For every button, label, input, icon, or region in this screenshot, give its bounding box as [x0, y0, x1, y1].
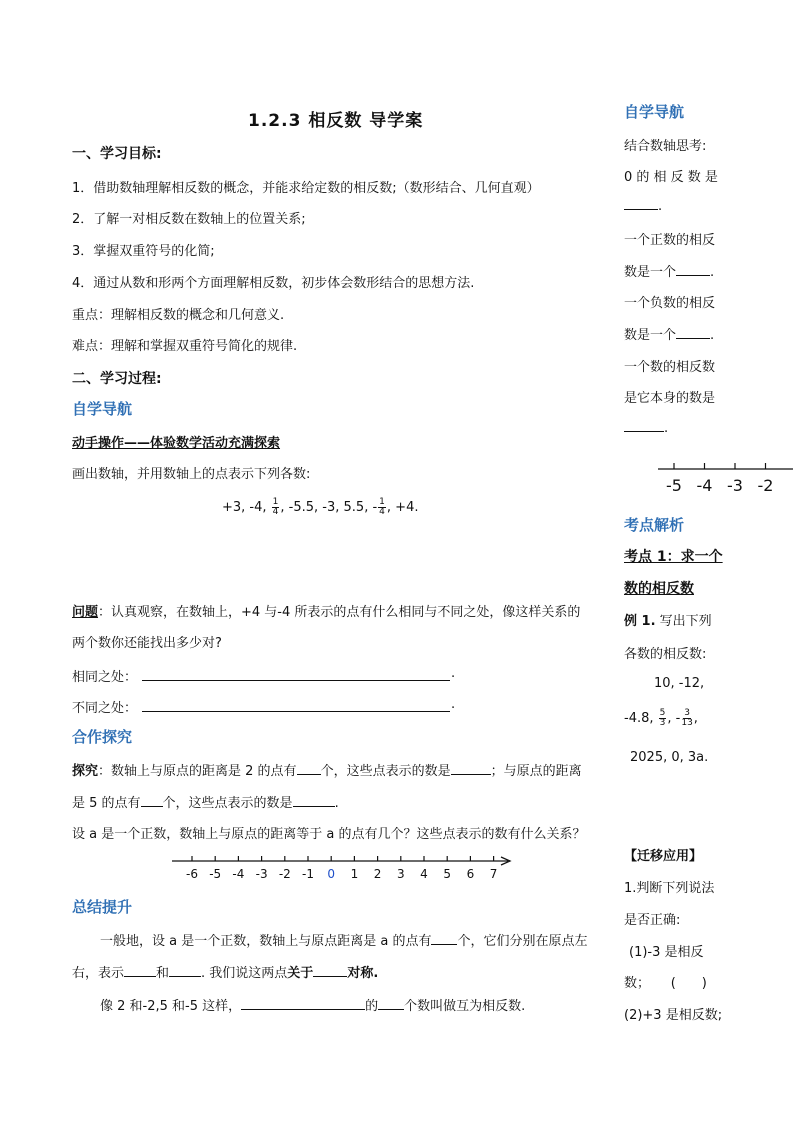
side-kp2: 数的相反数 [624, 581, 694, 597]
summary-bold: 关于 [287, 966, 314, 981]
number-line-label: 0 [327, 867, 336, 881]
blank[interactable] [124, 964, 156, 977]
summary-line1 [100, 930, 587, 949]
same-period: . [451, 666, 456, 681]
explore-question: 设 a 是一个正数，数轴上与原点的距离等于 a 的点有几个？这些点表示的数有什么关系？ [72, 827, 586, 842]
fraction-neg-three-thirteenths [681, 709, 692, 728]
fraction-neg-quarter [378, 498, 386, 517]
nav-heading: 自学导航 [72, 400, 133, 418]
side-sep: , [667, 711, 672, 726]
question-label: 问题 [72, 605, 99, 620]
section-heading-process: 二、学习过程: [72, 371, 162, 387]
number-list-part2: , -5.5, -3, 5.5, - [280, 500, 378, 515]
side-sep: , [693, 711, 698, 726]
side-line9 [624, 419, 668, 436]
number-list-part3: , +4. [386, 500, 419, 515]
side-num: -4.8, [624, 711, 654, 726]
example-text: 写出下列 [655, 614, 712, 629]
fraction-den: 3 [659, 718, 666, 728]
fraction-five-thirds [659, 709, 667, 728]
fraction-den: 4 [272, 507, 279, 517]
side-line2 [624, 197, 662, 214]
side-line4 [624, 261, 714, 280]
summary-text: 和 [156, 966, 170, 981]
number-line-label: 6 [466, 867, 475, 881]
explore-text: 是 5 的点有 [72, 796, 141, 811]
number-line-label: -2 [278, 867, 291, 881]
side-number-line-label: -2 [757, 476, 774, 495]
side-tr2: 是否正确: [624, 913, 681, 928]
side-transfer: 【迁移应用】 [624, 849, 703, 864]
blank[interactable] [297, 762, 321, 775]
side-number-line-label: -3 [727, 476, 743, 495]
goal-2: 2．了解一对相反数在数轴上的位置关系; [72, 212, 306, 227]
side-tr1: 1.判断下列说法 [624, 881, 715, 896]
fraction-den: 13 [681, 718, 693, 728]
fraction-num: 1 [379, 497, 385, 507]
side-nums2: -4.8, $\frac{5}{3}$ , - $\frac{3}{13}$ , [624, 708, 698, 728]
question-text: ：认真观察，在数轴上，+4 与-4 所表示的点有什么相同与不同之处，像这样关系的 [98, 605, 581, 620]
side-line1: 0 的 相 反 数 是 [624, 170, 718, 185]
number-line-label: -4 [232, 867, 245, 881]
explore-text: ：数轴上与原点的距离是 2 的点有 [98, 764, 297, 779]
blank[interactable] [169, 964, 201, 977]
same-answer-line[interactable] [142, 680, 450, 681]
number-line-label: 2 [373, 867, 382, 881]
number-line-label: -1 [302, 867, 314, 881]
side-number-line [656, 459, 793, 495]
side-tr3: (1)-3 是相反 [629, 945, 704, 960]
side-text: 数是一个 [624, 265, 677, 280]
side-tr5: (2)+3 是相反数; [624, 1008, 723, 1023]
diff-label: 不同之处： [72, 701, 138, 716]
blank[interactable] [241, 997, 365, 1010]
number-line-label: 3 [396, 867, 405, 881]
goal-1: 1．借助数轴理解相反数的概念，并能求给定数的相反数;（数形结合、几何直观） [72, 181, 540, 196]
summary-heading: 总结提升 [72, 898, 133, 916]
blank[interactable] [313, 964, 347, 977]
page-title: 1.2.3 相反数 导学案 [248, 111, 424, 131]
blank[interactable] [624, 197, 658, 210]
summary-text: 个，它们分别在原点左 [457, 934, 588, 949]
number-line-label: -3 [255, 867, 268, 881]
side-tr4 [624, 972, 707, 991]
diff-answer-line[interactable] [142, 711, 450, 712]
blank[interactable] [676, 326, 710, 339]
explore-text: ；与原点的距离 [490, 764, 582, 779]
side-line5: 一个负数的相反 [624, 296, 716, 311]
period: . [710, 328, 715, 343]
summary-text: 个数叫做互为相反数. [404, 999, 526, 1014]
fraction-num: 1 [272, 497, 279, 507]
summary-text: 右，表示 [72, 966, 125, 981]
side-example2: 各数的相反数: [624, 647, 707, 662]
number-line-label: 5 [443, 867, 452, 881]
blank[interactable] [676, 263, 710, 276]
period: . [658, 199, 663, 214]
number-line-label: -5 [209, 867, 222, 881]
side-line8: 是它本身的数是 [624, 391, 716, 406]
blank[interactable] [141, 794, 163, 807]
period: . [664, 421, 669, 436]
side-heading-nav: 自学导航 [624, 103, 685, 121]
side-heading-exam: 考点解析 [624, 516, 685, 534]
example-label: 例 1. [624, 614, 656, 629]
same-label: 相同之处： [72, 670, 138, 685]
blank[interactable] [431, 932, 457, 945]
period: . [710, 265, 715, 280]
number-line [170, 850, 520, 884]
blank[interactable] [451, 762, 491, 775]
side-nums1: 10, -12, [654, 676, 705, 691]
diff-period: . [451, 697, 456, 712]
side-think: 结合数轴思考: [624, 139, 707, 154]
period: . [334, 796, 339, 811]
explore-label: 探究 [72, 764, 99, 779]
summary-text: 像 2 和-2,5 和-5 这样， [100, 999, 242, 1014]
number-line-label: -6 [186, 867, 198, 881]
summary-line3 [100, 995, 525, 1014]
side-text: 数是一个 [624, 328, 677, 343]
explore-text: 个，这些点表示的数是 [162, 796, 293, 811]
side-line7: 一个数的相反数 [624, 360, 716, 375]
section-heading-goals: 一、学习目标: [72, 146, 162, 162]
summary-text: 一般地，设 a 是一个正数，数轴上与原点距离是 a 的点有 [100, 934, 432, 949]
side-line6 [624, 324, 714, 343]
number-line-label: 4 [420, 867, 428, 881]
difficulty: 难点：理解和掌握双重符号简化的规律. [72, 339, 298, 354]
blank[interactable] [293, 794, 335, 807]
side-number-line-label: -5 [666, 476, 682, 495]
key-point: 重点：理解相反数的概念和几何意义. [72, 308, 285, 323]
fraction-den: 4 [379, 507, 385, 517]
side-text: 数； [624, 976, 651, 991]
goal-3: 3．掌握双重符号的化简; [72, 244, 215, 259]
blank[interactable] [378, 997, 404, 1010]
summary-text: . 我们说这两点 [201, 966, 288, 981]
question [72, 601, 580, 620]
number-line-label: 1 [350, 867, 359, 881]
answer-parentheses[interactable]: ( ) [670, 976, 707, 991]
explore-line2 [72, 792, 339, 811]
side-line3: 一个正数的相反 [624, 233, 716, 248]
explore-line1 [72, 760, 582, 779]
fraction-num: 3 [684, 708, 690, 718]
number-list [222, 498, 418, 517]
side-nums3: 2025, 0, 3a. [630, 750, 709, 765]
explore-text: 个，这些点表示的数是 [320, 764, 451, 779]
coop-heading: 合作探究 [72, 728, 133, 746]
goal-4: 4．通过从数和形两个方面理解相反数，初步体会数形结合的思想方法. [72, 276, 475, 291]
summary-bold: 对称. [347, 966, 379, 981]
summary-text: 的 [365, 999, 379, 1014]
question-line2: 两个数你还能找出多少对? [72, 636, 222, 651]
draw-instruction: 画出数轴，并用数轴上的点表示下列各数: [72, 467, 311, 482]
side-example [624, 610, 712, 629]
side-kp1: 考点 1：求一个 [624, 549, 723, 565]
number-line-label: 7 [489, 867, 498, 881]
fraction-num: 5 [659, 708, 666, 718]
side-number-line-label: -4 [696, 476, 713, 495]
fraction-quarter [272, 498, 280, 517]
activity-title: 动手操作——体验数学活动充满探索 [72, 436, 281, 451]
summary-line2 [72, 962, 378, 981]
number-list-part1: +3, -4, [222, 500, 267, 515]
blank[interactable] [624, 419, 664, 432]
